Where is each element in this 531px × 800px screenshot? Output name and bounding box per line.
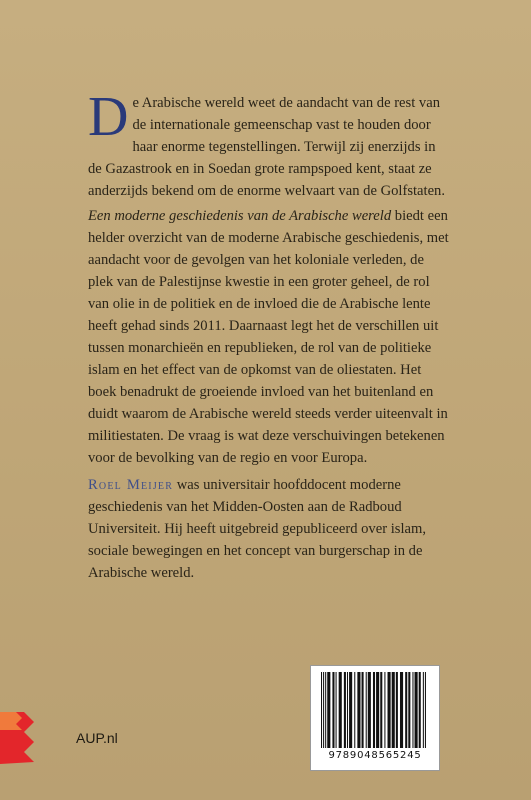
barcode-bar: [339, 672, 342, 748]
barcode-bar: [336, 672, 337, 748]
description-paragraph: [88, 205, 450, 469]
barcode-bar: [332, 672, 334, 748]
barcode-bar: [344, 672, 346, 748]
barcode-bar: [354, 672, 355, 748]
description-text: biedt een helder overzicht van de moderne Arabische geschiedenis, met aandacht voor de gevolgen van het koloniale verleden, de plek van de Palestijnse kwestie in een groter geheel, de rol van olie in de politiek en de invloed die de Arabische lente heeft gehad sinds 2011. Daarnaast legt het de verschillen uit tussen monarchieën en republieken, de rol van de politieke islam en het effect van de opkomst van de oliestaten. Het boek benadrukt de groeiende invloed van het buitenland en duidt waarom de Arabische wereld steeds verder uiteenvalt in militiestaten. De vraag is wat deze verschuivingen betekenen voor de bevolking van de regio en voor Europa.: [88, 208, 449, 466]
barcode-bar: [415, 672, 418, 748]
barcode-bar: [362, 672, 364, 748]
barcode-bar: [373, 672, 375, 748]
barcode-bar: [400, 672, 403, 748]
barcode-bar: [366, 672, 367, 748]
barcode-bar: [388, 672, 391, 748]
intro-paragraph: [88, 86, 450, 202]
author-bio: was universitair hoofddocent moderne geschiedenis van het Midden-Oosten aan de Radboud Universiteit. Hij heeft uitgebreid gepubliceerd over islam, sociale bewegingen en het concept van burgerschap in de Arabische wereld.: [88, 477, 426, 581]
barcode-bar: [325, 672, 326, 748]
barcode-bar: [392, 672, 395, 748]
barcode-bar: [405, 672, 407, 748]
barcode-bar: [376, 672, 379, 748]
barcode-bar: [396, 672, 398, 748]
barcode-bar: [323, 672, 324, 748]
book-title: Een moderne geschiedenis van de Arabische wereld: [88, 208, 392, 224]
barcode-bar: [412, 672, 413, 748]
barcode-bar: [347, 672, 348, 748]
author-paragraph: [88, 474, 450, 584]
barcode-bar: [384, 672, 385, 748]
barcode-bar: [380, 672, 382, 748]
barcode-bar: [321, 672, 322, 748]
barcode-bar: [423, 672, 424, 748]
barcode-bar: [357, 672, 360, 748]
barcode-bars: [319, 672, 431, 748]
barcode-bar: [408, 672, 410, 748]
drop-cap: D: [88, 86, 129, 148]
author-name: Roel Meijer: [88, 477, 174, 493]
intro-text: e Arabische wereld weet de aandacht van de rest van de internationale gemeenschap vast te houden door haar enorme tegenstellingen. Terwijl zij enerzijds in de Gazastrook en in Soedan grote rampspoed kent, staat ze anderzijds bekend om de enorme welvaart van de Golfstaten.: [88, 95, 446, 199]
isbn-number: 9789048565245: [328, 750, 422, 761]
aup-logo-icon: [0, 712, 40, 764]
barcode-bar: [349, 672, 352, 748]
barcode-bar: [327, 672, 330, 748]
barcode-bar: [368, 672, 371, 748]
barcode-bar: [425, 672, 426, 748]
barcode: [310, 665, 440, 771]
barcode-bar: [419, 672, 421, 748]
publisher-website[interactable]: AUP.nl: [76, 730, 118, 746]
